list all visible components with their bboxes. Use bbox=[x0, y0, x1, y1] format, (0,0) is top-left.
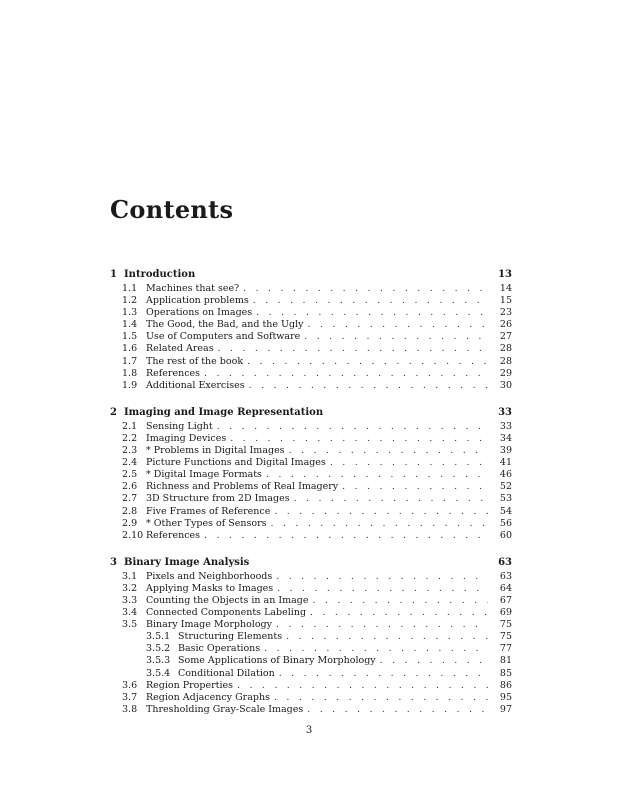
dot-leader bbox=[307, 704, 488, 715]
section-title: Counting the Objects in an Image bbox=[146, 594, 309, 606]
section-page: 23 bbox=[499, 307, 512, 319]
chapter-title: Binary Image Analysis bbox=[124, 556, 250, 568]
section-entry[interactable] bbox=[110, 481, 512, 493]
section-title: Use of Computers and Software bbox=[146, 331, 301, 343]
section-page: 14 bbox=[499, 283, 512, 294]
dot-leader bbox=[276, 571, 488, 582]
dot-leader bbox=[276, 619, 488, 630]
section-entry[interactable] bbox=[110, 295, 512, 307]
chapter-number: 3 bbox=[110, 556, 117, 568]
dot-leader bbox=[274, 692, 488, 703]
chapter-block bbox=[110, 269, 512, 392]
section-number: 1.9 bbox=[122, 379, 138, 391]
dot-leader bbox=[279, 668, 488, 679]
dot-leader bbox=[308, 319, 488, 330]
section-entry[interactable] bbox=[110, 368, 512, 380]
subsection-entry[interactable] bbox=[110, 631, 512, 643]
chapter-title: Imaging and Image Representation bbox=[124, 406, 324, 418]
dot-leader bbox=[217, 421, 488, 432]
section-number: 3.3 bbox=[122, 594, 138, 606]
section-page: 67 bbox=[499, 594, 512, 606]
section-number: 3.8 bbox=[122, 703, 138, 715]
section-number: 2.10 bbox=[122, 529, 144, 541]
chapter-entry[interactable] bbox=[110, 407, 512, 421]
section-number: 2.7 bbox=[122, 493, 138, 505]
section-title: 3D Structure from 2D Images bbox=[146, 493, 290, 505]
section-page: 56 bbox=[499, 517, 512, 529]
section-title: Conditional Dilation bbox=[178, 667, 275, 679]
section-number: 1.4 bbox=[122, 319, 138, 331]
dot-leader bbox=[204, 530, 488, 541]
chapter-page: 33 bbox=[498, 406, 512, 418]
section-number: 3.7 bbox=[122, 691, 138, 703]
section-title: Application problems bbox=[146, 295, 249, 307]
section-number: 3.5.4 bbox=[146, 667, 171, 679]
dot-leader bbox=[342, 481, 488, 492]
section-entry[interactable] bbox=[110, 680, 512, 692]
section-title: Related Areas bbox=[146, 343, 214, 355]
section-title: Additional Exercises bbox=[146, 379, 245, 391]
chapter-entry[interactable] bbox=[110, 269, 512, 283]
section-page: 64 bbox=[499, 582, 512, 594]
subsection-entry[interactable] bbox=[110, 643, 512, 655]
section-entry[interactable] bbox=[110, 307, 512, 319]
chapter-entry[interactable] bbox=[110, 557, 512, 571]
section-entry[interactable] bbox=[110, 518, 512, 530]
section-title: Basic Operations bbox=[178, 643, 261, 655]
section-page: 29 bbox=[499, 367, 512, 379]
section-entry[interactable] bbox=[110, 356, 512, 368]
section-title: Sensing Light bbox=[146, 420, 213, 432]
section-page: 30 bbox=[499, 379, 512, 391]
subsection-entry[interactable] bbox=[110, 668, 512, 680]
dot-leader bbox=[256, 307, 488, 318]
dot-leader bbox=[294, 493, 488, 504]
section-number: 3.6 bbox=[122, 679, 138, 691]
dot-leader bbox=[286, 631, 488, 642]
section-page: 15 bbox=[499, 295, 512, 307]
section-page: 63 bbox=[499, 570, 512, 582]
section-number: 2.2 bbox=[122, 432, 138, 444]
dot-leader bbox=[277, 583, 488, 594]
section-page: 86 bbox=[499, 679, 512, 691]
section-page: 28 bbox=[499, 343, 512, 355]
section-page: 53 bbox=[499, 493, 512, 505]
section-page: 46 bbox=[499, 469, 512, 481]
section-entry[interactable] bbox=[110, 469, 512, 481]
section-page: 95 bbox=[499, 691, 512, 703]
chapter-page: 63 bbox=[498, 556, 512, 568]
page-number: 3 bbox=[305, 725, 313, 736]
section-entry[interactable] bbox=[110, 493, 512, 505]
dot-leader bbox=[237, 680, 488, 691]
section-page: 97 bbox=[499, 703, 512, 715]
section-page: 81 bbox=[499, 655, 512, 667]
section-number: 3.5.3 bbox=[146, 655, 171, 667]
section-title: Connected Components Labeling bbox=[146, 607, 307, 619]
section-page: 75 bbox=[499, 631, 512, 643]
section-title: Picture Functions and Digital Images bbox=[146, 457, 326, 469]
section-title: Five Frames of Reference bbox=[146, 505, 271, 517]
section-number: 3.5 bbox=[122, 619, 138, 631]
section-entry[interactable] bbox=[110, 595, 512, 607]
section-page: 69 bbox=[499, 607, 512, 619]
section-number: 2.6 bbox=[122, 481, 138, 493]
contents-heading: Contents bbox=[110, 195, 234, 224]
section-number: 1.6 bbox=[122, 343, 138, 355]
section-entry[interactable] bbox=[110, 692, 512, 704]
section-title: Richness and Problems of Real Imagery bbox=[146, 481, 339, 493]
section-number: 3.2 bbox=[122, 582, 138, 594]
section-title: Thresholding Gray-Scale Images bbox=[146, 703, 304, 715]
section-title: * Problems in Digital Images bbox=[146, 445, 285, 457]
section-number: 3.4 bbox=[122, 607, 138, 619]
section-entry[interactable] bbox=[110, 380, 512, 392]
dot-leader bbox=[249, 380, 488, 391]
section-entry[interactable] bbox=[110, 319, 512, 331]
section-title: Structuring Elements bbox=[178, 631, 283, 643]
section-page: 85 bbox=[499, 667, 512, 679]
section-entry[interactable] bbox=[110, 619, 512, 631]
chapter-block bbox=[110, 557, 512, 716]
section-page: 41 bbox=[499, 457, 512, 469]
dot-leader bbox=[304, 331, 488, 342]
dot-leader bbox=[204, 368, 488, 379]
section-title: Applying Masks to Images bbox=[146, 582, 274, 594]
dot-leader bbox=[243, 283, 488, 294]
section-entry[interactable] bbox=[110, 331, 512, 343]
section-page: 34 bbox=[499, 432, 512, 444]
dot-leader bbox=[253, 295, 488, 306]
section-entry[interactable] bbox=[110, 445, 512, 457]
section-number: 2.8 bbox=[122, 505, 138, 517]
section-number: 3.5.2 bbox=[146, 643, 171, 655]
dot-leader bbox=[230, 433, 488, 444]
section-entry[interactable] bbox=[110, 571, 512, 583]
section-page: 39 bbox=[499, 445, 512, 457]
section-title: Some Applications of Binary Morphology bbox=[178, 655, 376, 667]
chapter-number: 1 bbox=[110, 269, 117, 280]
section-title: Binary Image Morphology bbox=[146, 619, 272, 631]
section-title: Operations on Images bbox=[146, 307, 253, 319]
chapter-page: 13 bbox=[498, 269, 512, 280]
section-number: 2.1 bbox=[122, 420, 138, 432]
section-page: 60 bbox=[499, 529, 512, 541]
chapter-block bbox=[110, 407, 512, 542]
section-number: 2.3 bbox=[122, 445, 138, 457]
section-title: * Digital Image Formats bbox=[146, 469, 262, 481]
chapter-number: 2 bbox=[110, 406, 117, 418]
section-page: 28 bbox=[499, 355, 512, 367]
dot-leader bbox=[218, 343, 488, 354]
subsection-entry[interactable] bbox=[110, 655, 512, 667]
section-number: 3.1 bbox=[122, 570, 138, 582]
section-title: References bbox=[146, 529, 201, 541]
section-entry[interactable] bbox=[110, 583, 512, 595]
section-entry[interactable] bbox=[110, 433, 512, 445]
section-number: 1.2 bbox=[122, 295, 138, 307]
section-page: 52 bbox=[499, 481, 512, 493]
section-page: 54 bbox=[499, 505, 512, 517]
section-number: 2.4 bbox=[122, 457, 138, 469]
section-entry[interactable] bbox=[110, 343, 512, 355]
section-number: 1.8 bbox=[122, 367, 138, 379]
section-entry[interactable] bbox=[110, 283, 512, 295]
section-title: Machines that see? bbox=[146, 283, 240, 294]
section-number: 2.9 bbox=[122, 517, 138, 529]
section-page: 27 bbox=[499, 331, 512, 343]
section-number: 1.1 bbox=[122, 283, 138, 294]
section-entry[interactable] bbox=[110, 421, 512, 433]
section-number: 1.5 bbox=[122, 331, 138, 343]
section-title: The rest of the book bbox=[146, 355, 244, 367]
section-page: 77 bbox=[499, 643, 512, 655]
dot-leader bbox=[310, 607, 488, 618]
section-title: Imaging Devices bbox=[146, 432, 227, 444]
section-title: Pixels and Neighborhoods bbox=[146, 570, 273, 582]
section-number: 1.3 bbox=[122, 307, 138, 319]
dot-leader bbox=[266, 469, 488, 480]
section-entry[interactable] bbox=[110, 607, 512, 619]
section-page: 33 bbox=[499, 420, 512, 432]
table-of-contents bbox=[110, 269, 512, 716]
chapter-title: Introduction bbox=[124, 269, 196, 280]
section-page: 75 bbox=[499, 619, 512, 631]
section-number: 3.5.1 bbox=[146, 631, 171, 643]
section-entry[interactable] bbox=[110, 506, 512, 518]
section-title: * Other Types of Sensors bbox=[146, 517, 267, 529]
dot-leader bbox=[312, 595, 488, 606]
section-number: 2.5 bbox=[122, 469, 138, 481]
dot-leader bbox=[380, 655, 488, 666]
dot-leader bbox=[274, 506, 488, 517]
section-title: References bbox=[146, 367, 201, 379]
section-entry[interactable] bbox=[110, 704, 512, 716]
section-title: Region Adjacency Graphs bbox=[146, 691, 270, 703]
section-entry[interactable] bbox=[110, 457, 512, 469]
section-title: Region Properties bbox=[146, 679, 234, 691]
dot-leader bbox=[247, 356, 488, 367]
dot-leader bbox=[330, 457, 488, 468]
section-entry[interactable] bbox=[110, 530, 512, 542]
section-page: 26 bbox=[499, 319, 512, 331]
dot-leader bbox=[264, 643, 488, 654]
dot-leader bbox=[271, 518, 489, 529]
dot-leader bbox=[289, 445, 488, 456]
section-number: 1.7 bbox=[122, 355, 138, 367]
section-title: The Good, the Bad, and the Ugly bbox=[146, 319, 304, 331]
